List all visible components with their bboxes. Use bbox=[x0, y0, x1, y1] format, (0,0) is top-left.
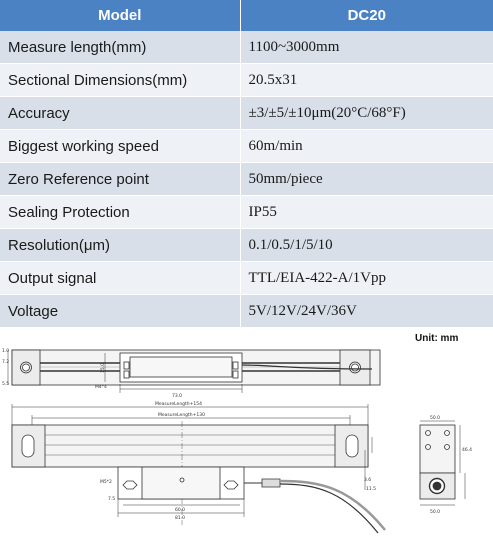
spec-row bbox=[0, 31, 493, 64]
spec-row bbox=[0, 196, 493, 229]
dim-55: 5.5 bbox=[2, 382, 10, 387]
spec-label: Biggest working speed bbox=[0, 130, 240, 163]
technical-drawing bbox=[0, 325, 493, 538]
front-right-mount bbox=[335, 425, 368, 467]
spec-value: IP55 bbox=[240, 196, 493, 229]
spec-value: 60m/min bbox=[240, 130, 493, 163]
dim-measure-154: MeasureLength+154 bbox=[155, 402, 203, 407]
thread-m4: M4*4 bbox=[95, 385, 107, 390]
spec-label: Sectional Dimensions(mm) bbox=[0, 64, 240, 97]
dim-measure-130: MeasureLength+130 bbox=[158, 413, 206, 418]
spec-row bbox=[0, 130, 493, 163]
spec-value: TTL/EIA-422-A/1Vpp bbox=[240, 262, 493, 295]
spec-row bbox=[0, 295, 493, 328]
dim-side-50-bottom: 50.0 bbox=[430, 510, 441, 515]
spec-label: Sealing Protection bbox=[0, 196, 240, 229]
spec-label: Resolution(μm) bbox=[0, 229, 240, 262]
side-view bbox=[420, 421, 465, 505]
front-cable bbox=[244, 479, 385, 533]
spec-value: 50mm/piece bbox=[240, 163, 493, 196]
spec-value: 1100~3000mm bbox=[240, 31, 493, 64]
header-model: Model bbox=[0, 0, 240, 31]
top-left-mount bbox=[12, 350, 40, 385]
spec-row bbox=[0, 163, 493, 196]
dim-72: 7.2 bbox=[2, 360, 10, 365]
front-reading-head bbox=[118, 467, 244, 499]
dim-3-6: 3.6 bbox=[364, 478, 372, 483]
top-reading-head bbox=[120, 353, 242, 382]
dim-73: 73.0 bbox=[172, 394, 183, 399]
spec-row bbox=[0, 64, 493, 97]
dim-15: 15.0 bbox=[101, 362, 106, 373]
top-right-mount bbox=[340, 350, 370, 385]
dim-11-5: 11.5 bbox=[366, 487, 377, 492]
unit-label: Unit: mm bbox=[415, 333, 459, 344]
dim-81: 81.0 bbox=[175, 516, 186, 521]
spec-row bbox=[0, 229, 493, 262]
dim-46-4: 46.4 bbox=[462, 448, 473, 453]
spec-label: Accuracy bbox=[0, 97, 240, 130]
spec-row bbox=[0, 262, 493, 295]
dim-side-50-top: 50.0 bbox=[430, 416, 441, 421]
spec-label: Voltage bbox=[0, 295, 240, 328]
spec-value: ±3/±5/±10μm(20°C/68°F) bbox=[240, 97, 493, 130]
spec-value: 20.5x31 bbox=[240, 64, 493, 97]
dim-60: 60.0 bbox=[175, 508, 186, 513]
header-dc20: DC20 bbox=[240, 0, 493, 31]
spec-label: Output signal bbox=[0, 262, 240, 295]
spec-value: 5V/12V/24V/36V bbox=[240, 295, 493, 328]
spec-row bbox=[0, 97, 493, 130]
spec-label: Measure length(mm) bbox=[0, 31, 240, 64]
spec-header-row bbox=[0, 0, 493, 31]
spec-value: 0.1/0.5/1/5/10 bbox=[240, 229, 493, 262]
front-left-mount bbox=[12, 425, 45, 467]
thread-m5: M5*2 bbox=[100, 480, 112, 485]
spec-label: Zero Reference point bbox=[0, 163, 240, 196]
dim-7-5: 7.5 bbox=[108, 497, 116, 502]
dim-10: 1.0 bbox=[2, 349, 10, 354]
